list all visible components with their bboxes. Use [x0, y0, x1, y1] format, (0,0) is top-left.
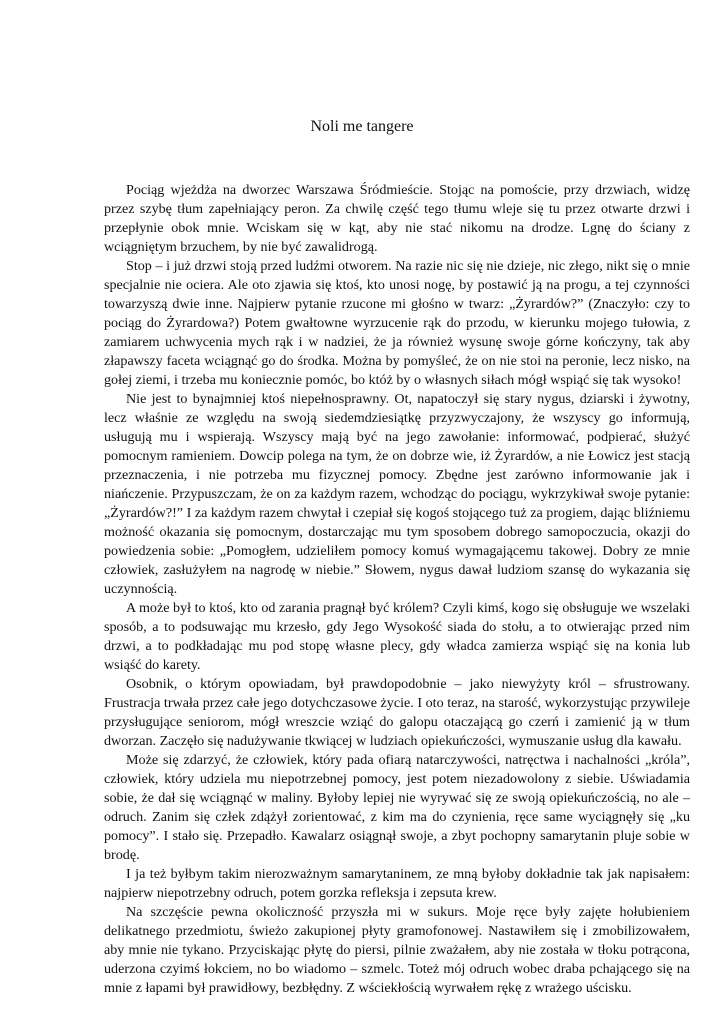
- paragraph: Osobnik, o którym opowiadam, był prawdopodobnie – jako niewyżyty król – sfrustrowany. Frustracja trwała przez całe jego dotychczasowe życie. I oto teraz, na starość, wykorzystując przywileje przysługujące seniorom, mógł wreszcie wziąć do galopu otaczającą go czerń i zamienić ją w tłum dworzan. Zaczęło się nadużywanie tkwiącej w ludziach opiekuńczości, wymuszanie usług dla kawału.: [104, 676, 690, 749]
- document-title: Noli me tangere: [310, 118, 414, 135]
- document-body: [104, 181, 690, 998]
- paragraph: Nie jest to bynajmniej ktoś niepełnosprawny. Ot, napatoczył się stary nygus, dziarski i żywotny, lecz właśnie ze względu na swoją siedemdziesiątkę przyzwyczajony, że wszyscy go informują, usługują mu i wspierają. Wszyscy mają być na jego zawołanie: informować, podpierać, służyć pomocnym ramieniem. Dowcip polega na tym, że on dobrze wie, iż Żyrardów, a nie Łowicz jest stacją przeznaczenia, i nie potrzeba mu fizycznej pomocy. Zbędne jest zarówno informowanie jak i niańczenie. Przypuszczam, że on za każdym razem, wchodząc do pociągu, wykrzykiwał swoje pytanie: „Żyrardów?!” I za każdym razem chwytał i czepiał się kogoś stojącego tuż za progiem, dając bliźniemu możność okazania się pomocnym, dostarczając mu tym sposobem dobrego samopoczucia, okazji do powiedzenia sobie: „Pomogłem, udzieliłem pomocy komuś wymagającemu takowej. Dobry ze mnie człowiek, zasłużyłem na nagrodę w niebie.” Słowem, nygus dawał ludziom szansę do wykazania się uczynnością.: [104, 391, 690, 597]
- paragraph: Może się zdarzyć, że człowiek, który pada ofiarą natarczywości, natręctwa i nachalności „króla”, człowiek, który udziela mu niepotrzebnej pomocy, jest potem niezadowolony z siebie. Uświadamia sobie, że dał się wciągnąć w maliny. Byłoby lepiej nie wyrywać się ze swoją opiekuńczością, no ale – odruch. Zanim się człek zdążył zorientować, z kim ma do czynienia, ręce same wyciągnęły się „ku pomocy”. I stało się. Przepadło. Kawalarz osiągnął swoje, a zbyt pochopny samarytanin pluje sobie w brodę.: [104, 752, 690, 863]
- paragraph: Na szczęście pewna okoliczność przyszła mi w sukurs. Moje ręce były zajęte hołubieniem delikatnego przedmiotu, świeżo zakupionej płyty gramofonowej. Nastawiłem się i zmobilizowałem, aby mnie nie tykano. Przyciskając płytę do piersi, pilnie zważałem, aby nie została w tłoku potrącona, uderzona czyimś łokciem, no bo wiadomo – szmelc. Toteż mój odruch wobec draba pchającego się na mnie z łapami był prawidłowy, bezbłędny. Z wściekłością wyrwałem rękę z wrażego uścisku.: [104, 904, 690, 996]
- paragraph: Stop – i już drzwi stoją przed ludźmi otworem. Na razie nic się nie dzieje, nic złego, nikt się o mnie specjalnie nie ociera. Ale oto zjawia się ktoś, kto unosi nogę, by postawić ją na progu, a tej czynności towarzyszą dwie inne. Najpierw pytanie rzucone mi głośno w twarz: „Żyrardów?” (Znaczyło: czy to pociąg do Żyrardowa?) Potem gwałtowne wyrzucenie rąk do przodu, w kierunku mojego tułowia, z zamiarem uchwycenia mych rąk i w nadziei, że ja również wysunę swoje górne kończyny, tak aby złapawszy faceta wciągnąć go do środka. Można by pomyśleć, że on nie stoi na peronie, lecz nisko, na gołej ziemi, i trzeba mu koniecznie pomóc, bo któż by o własnych siłach mógł wspiąć się tak wysoko!: [104, 258, 690, 388]
- paragraph: I ja też byłbym takim nierozważnym samarytaninem, ze mną byłoby dokładnie tak jak napisałem: najpierw niepotrzebny odruch, potem gorzka refleksja i zepsuta krew.: [104, 866, 690, 901]
- paragraph: Pociąg wjeżdża na dworzec Warszawa Śródmieście. Stojąc na pomoście, przy drzwiach, widzę przez szybę tłum zapełniający peron. Za chwilę część tego tłumu wleje się tu przez otwarte drzwi i przepłynie obok mnie. Wciskam się w kąt, aby nie stać nikomu na drodze. Lgnę do ściany z wciągniętym brzuchem, by nie być zawalidrogą.: [104, 182, 690, 255]
- paragraph: A może był to ktoś, kto od zarania pragnął być królem? Czyli kimś, kogo się obsługuje we wszelaki sposób, a to podsuwając mu krzesło, gdy Jego Wysokość siada do stołu, a to otwierając przed nim drzwi, a to podkładając mu pod stopę własne plecy, gdy władca zamierza wspiąć się na konia lub wsiąść do karety.: [104, 600, 690, 673]
